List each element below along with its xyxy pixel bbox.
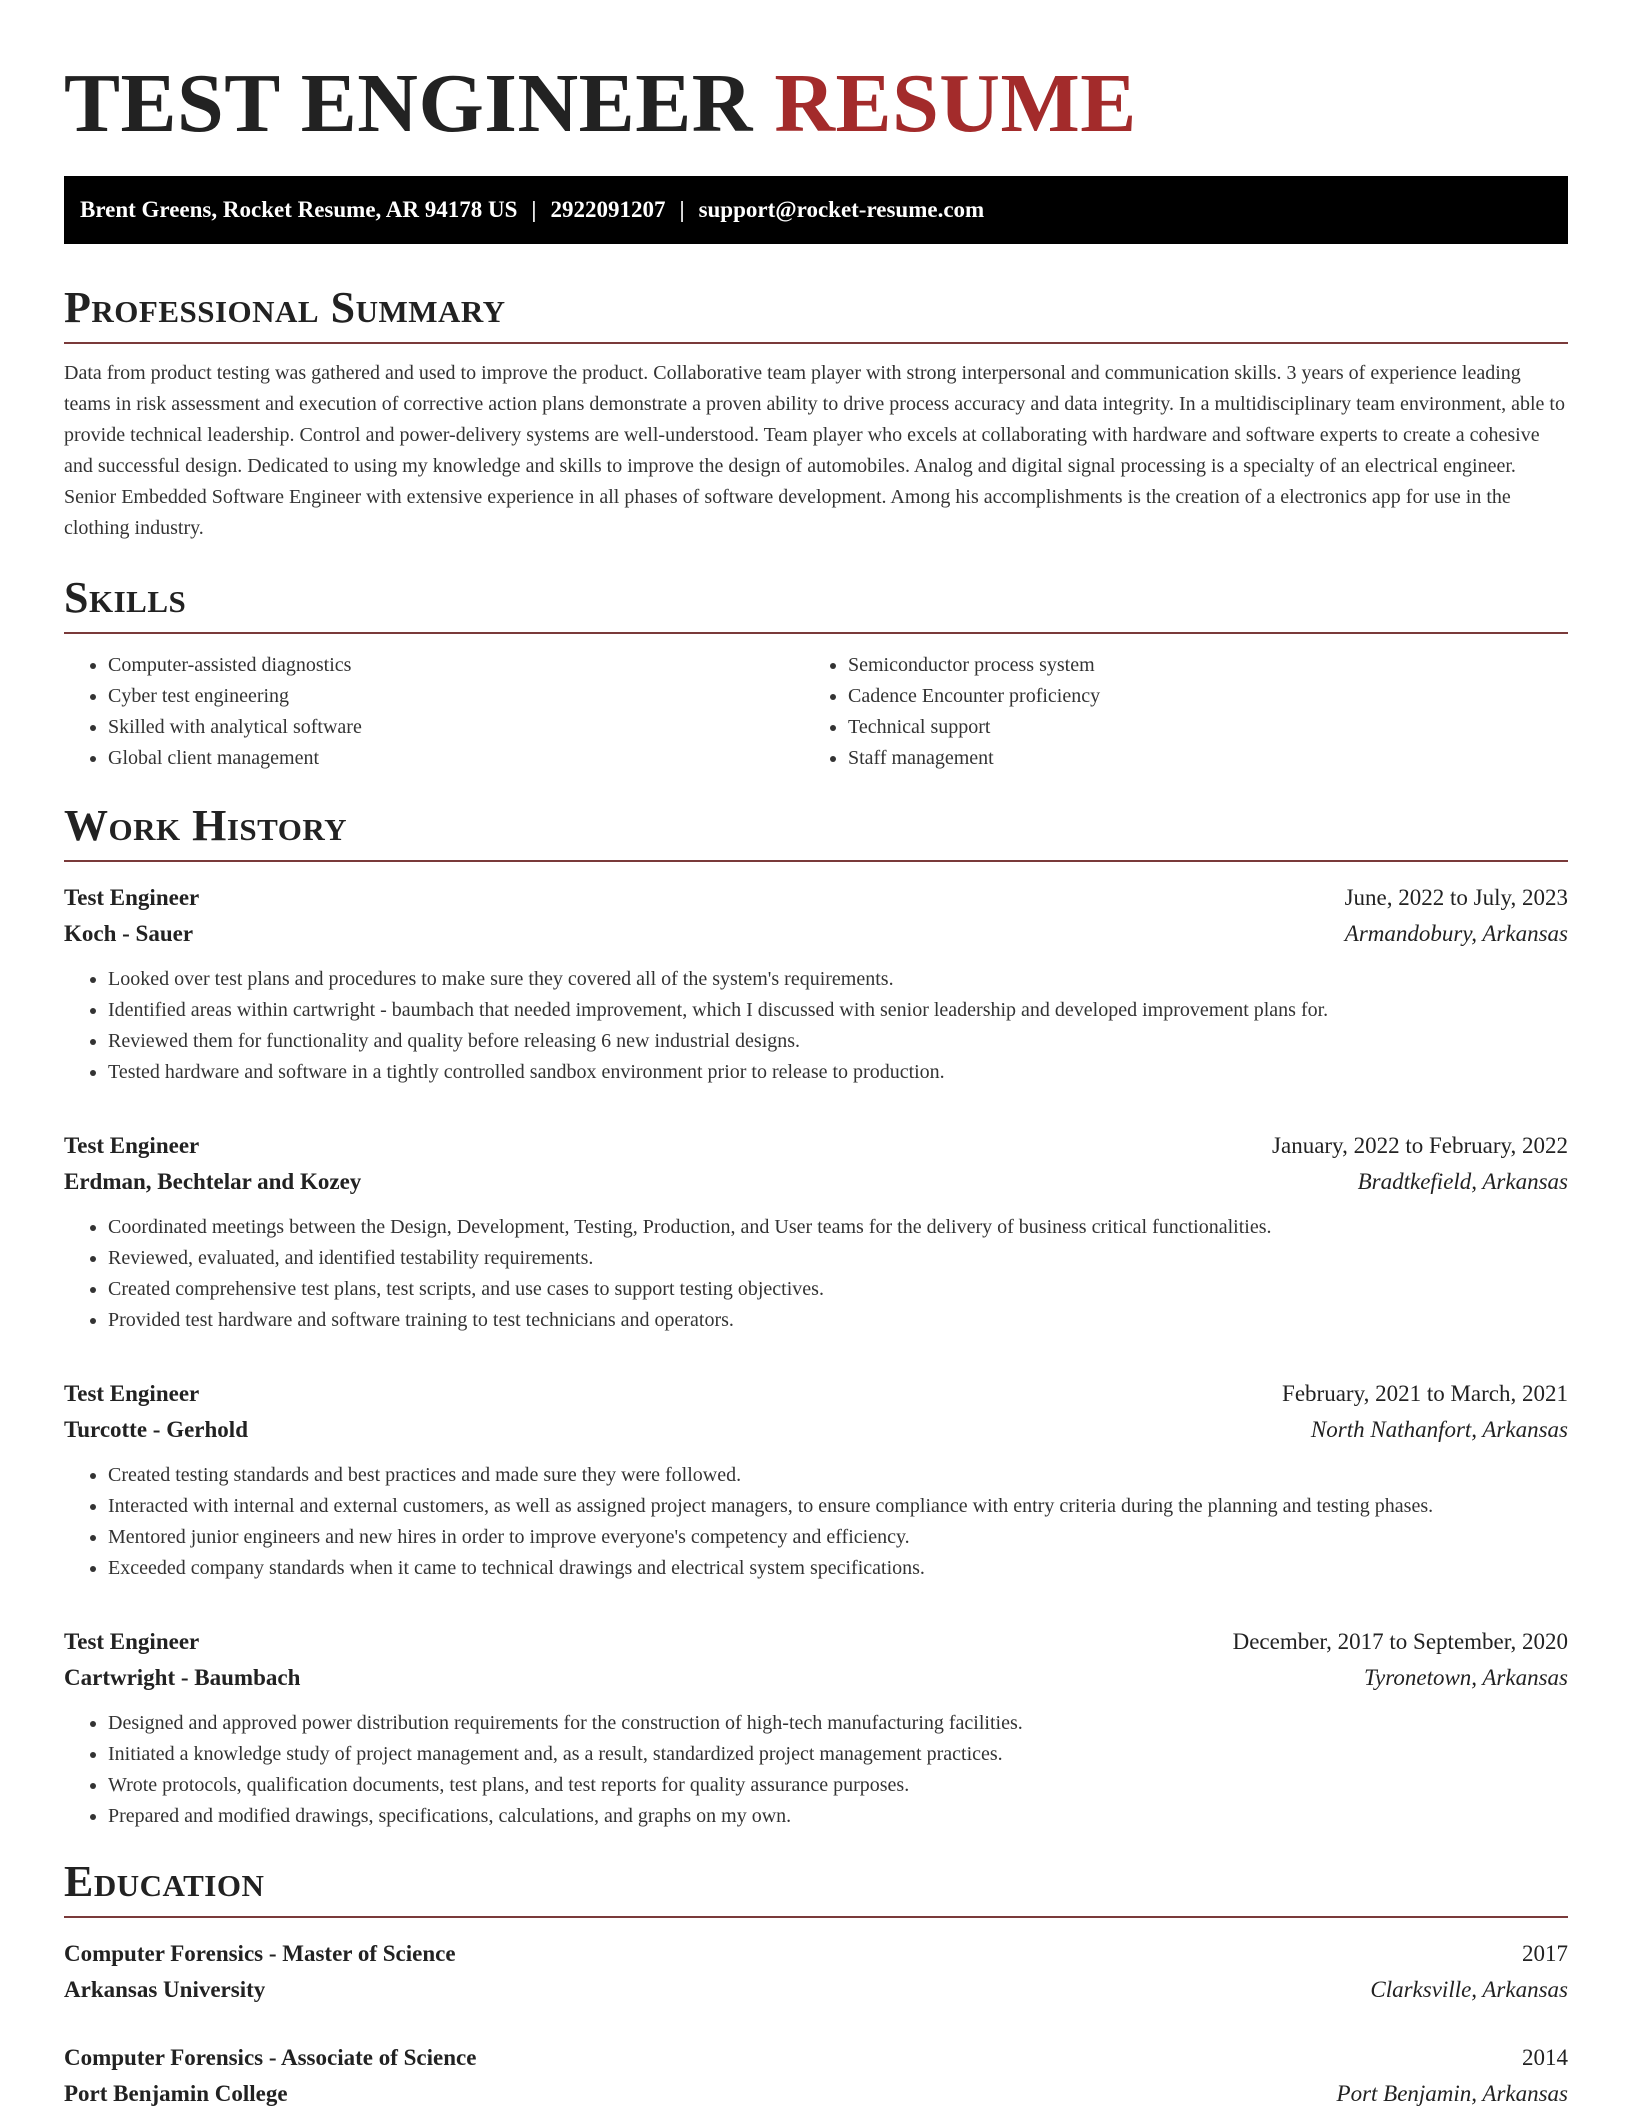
job-title: Test Engineer (64, 1629, 200, 1654)
job-bullets (64, 1708, 1568, 1832)
job-company: Erdman, Bechtelar and Kozey (64, 1169, 362, 1194)
job-company-row (64, 916, 1568, 952)
job-title: Test Engineer (64, 885, 200, 910)
job-company: Koch - Sauer (64, 921, 194, 946)
job-bullet: • Looked over test plans and procedures to make sure they covered all of the system's requirements. (108, 964, 1568, 995)
education-degree: Computer Forensics - Master of Science (64, 1941, 456, 1966)
work-history-heading: Work History (64, 800, 1568, 862)
resume-page (64, 0, 1568, 2112)
skill-item: • Computer-assisted diagnostics (108, 650, 804, 681)
education-year: 2017 (1522, 1941, 1568, 1966)
skills-column-left (64, 650, 804, 774)
job-dates: January, 2022 to February, 2022 (1272, 1133, 1568, 1158)
title-accent: RESUME (774, 57, 1137, 150)
skill-item: • Skilled with analytical software (108, 712, 804, 743)
skill-item: • Technical support (848, 712, 1544, 743)
work-history-section (64, 800, 1568, 1832)
job-bullet: • Prepared and modified drawings, specifications, calculations, and graphs on my own. (108, 1801, 1568, 1832)
job-title-row (64, 880, 1568, 916)
skill-item: • Cadence Encounter proficiency (848, 681, 1544, 712)
job-bullet: • Reviewed, evaluated, and identified testability requirements. (108, 1243, 1568, 1274)
job-company-row (64, 1164, 1568, 1200)
job-bullets (64, 1460, 1568, 1584)
job-entry (64, 1624, 1568, 1832)
job-bullet: • Reviewed them for functionality and quality before releasing 6 new industrial designs. (108, 1026, 1568, 1057)
skills-list-right (804, 650, 1544, 774)
education-heading: Education (64, 1856, 1568, 1918)
education-degree-row (64, 2040, 1568, 2076)
education-location: Clarksville, Arkansas (1370, 1977, 1568, 2002)
job-title-row (64, 1128, 1568, 1164)
skills-column-right (804, 650, 1544, 774)
job-entry (64, 880, 1568, 1088)
job-title-row (64, 1624, 1568, 1660)
skill-item: • Global client management (108, 743, 804, 774)
job-bullet: • Identified areas within cartwright - baumbach that needed improvement, which I discussed with senior leadership and developed improvement plans for. (108, 995, 1568, 1026)
education-year: 2014 (1522, 2045, 1568, 2070)
job-entry (64, 1376, 1568, 1584)
job-bullet: • Mentored junior engineers and new hires in order to improve everyone's competency and efficiency. (108, 1522, 1568, 1553)
contact-bar (64, 176, 1568, 244)
job-company-row (64, 1660, 1568, 1696)
job-bullet: • Exceeded company standards when it came to technical drawings and electrical system specifications. (108, 1553, 1568, 1584)
job-bullet: • Wrote protocols, qualification documents, test plans, and test reports for quality assurance purposes. (108, 1770, 1568, 1801)
contact-separator: | (679, 197, 685, 222)
education-school: Arkansas University (64, 1977, 266, 2002)
education-section (64, 1856, 1568, 2112)
job-title: Test Engineer (64, 1133, 200, 1158)
job-location: Tyronetown, Arkansas (1363, 1665, 1568, 1690)
job-entry (64, 1128, 1568, 1336)
skills-list-left (64, 650, 804, 774)
summary-text: Data from product testing was gathered and used to improve the product. Collaborative team player with strong interpersonal and communication skills. 3 years of experience leading teams in risk assessment and execution of corrective action plans demonstrate a proven ability to drive process accuracy and data integrity. In a multidisciplinary team environment, able to provide technical leadership. Control and power-delivery systems are well-understood. Team player who excels at collaborating with hardware and software experts to create a cohesive and successful design. Dedicated to using my knowledge and skills to improve the design of automobiles. Analog and digital signal processing is a specialty of an electrical engineer. Senior Embedded Software Engineer with extensive experience in all phases of software development. Among his accomplishments is the creation of a electronics app for use in the clothing industry. (64, 362, 1565, 539)
job-bullet: • Created comprehensive test plans, test scripts, and use cases to support testing objectives. (108, 1274, 1568, 1305)
job-bullet: • Designed and approved power distribution requirements for the construction of high-tech manufacturing facilities. (108, 1708, 1568, 1739)
education-location: Port Benjamin, Arkansas (1336, 2081, 1568, 2106)
education-entry (64, 1936, 1568, 2008)
contact-address: Brent Greens, Rocket Resume, AR 94178 US (80, 197, 518, 222)
job-bullets (64, 964, 1568, 1088)
contact-separator: | (531, 197, 537, 222)
job-bullet: • Provided test hardware and software training to test technicians and operators. (108, 1305, 1568, 1336)
summary-section (64, 282, 1568, 544)
job-company: Cartwright - Baumbach (64, 1665, 301, 1690)
contact-email[interactable]: support@rocket-resume.com (698, 197, 985, 222)
education-degree-row (64, 1936, 1568, 1972)
skills-grid (64, 650, 1568, 774)
job-location: Armandobury, Arkansas (1344, 921, 1568, 946)
skill-item: • Semiconductor process system (848, 650, 1544, 681)
job-bullet: • Created testing standards and best practices and made sure they were followed. (108, 1460, 1568, 1491)
resume-title (64, 56, 1568, 152)
job-title: Test Engineer (64, 1381, 200, 1406)
job-bullet: • Interacted with internal and external customers, as well as assigned project managers, to ensure compliance with entry criteria during the planning and testing phases. (108, 1491, 1568, 1522)
skill-item: • Staff management (848, 743, 1544, 774)
skills-heading: Skills (64, 572, 1568, 634)
title-main: TEST ENGINEER (64, 57, 753, 150)
job-location: North Nathanfort, Arkansas (1310, 1417, 1568, 1442)
summary-heading: Professional Summary (64, 282, 1568, 344)
job-location: Bradtkefield, Arkansas (1357, 1169, 1568, 1194)
job-company-row (64, 1412, 1568, 1448)
job-title-row (64, 1376, 1568, 1412)
job-company: Turcotte - Gerhold (64, 1417, 248, 1442)
education-entry (64, 2040, 1568, 2112)
job-bullet: • Initiated a knowledge study of project management and, as a result, standardized project management practices. (108, 1739, 1568, 1770)
job-bullet: • Coordinated meetings between the Design, Development, Testing, Production, and User teams for the delivery of business critical functionalities. (108, 1212, 1568, 1243)
education-school-row (64, 2076, 1568, 2112)
job-dates: June, 2022 to July, 2023 (1344, 885, 1568, 910)
job-bullets (64, 1212, 1568, 1336)
skill-item: • Cyber test engineering (108, 681, 804, 712)
job-dates: December, 2017 to September, 2020 (1232, 1629, 1568, 1654)
job-bullet: • Tested hardware and software in a tightly controlled sandbox environment prior to release to production. (108, 1057, 1568, 1088)
contact-phone: 2922091207 (550, 197, 666, 222)
education-school: Port Benjamin College (64, 2081, 288, 2106)
skills-section (64, 572, 1568, 774)
education-degree: Computer Forensics - Associate of Science (64, 2045, 477, 2070)
education-school-row (64, 1972, 1568, 2008)
job-dates: February, 2021 to March, 2021 (1282, 1381, 1568, 1406)
